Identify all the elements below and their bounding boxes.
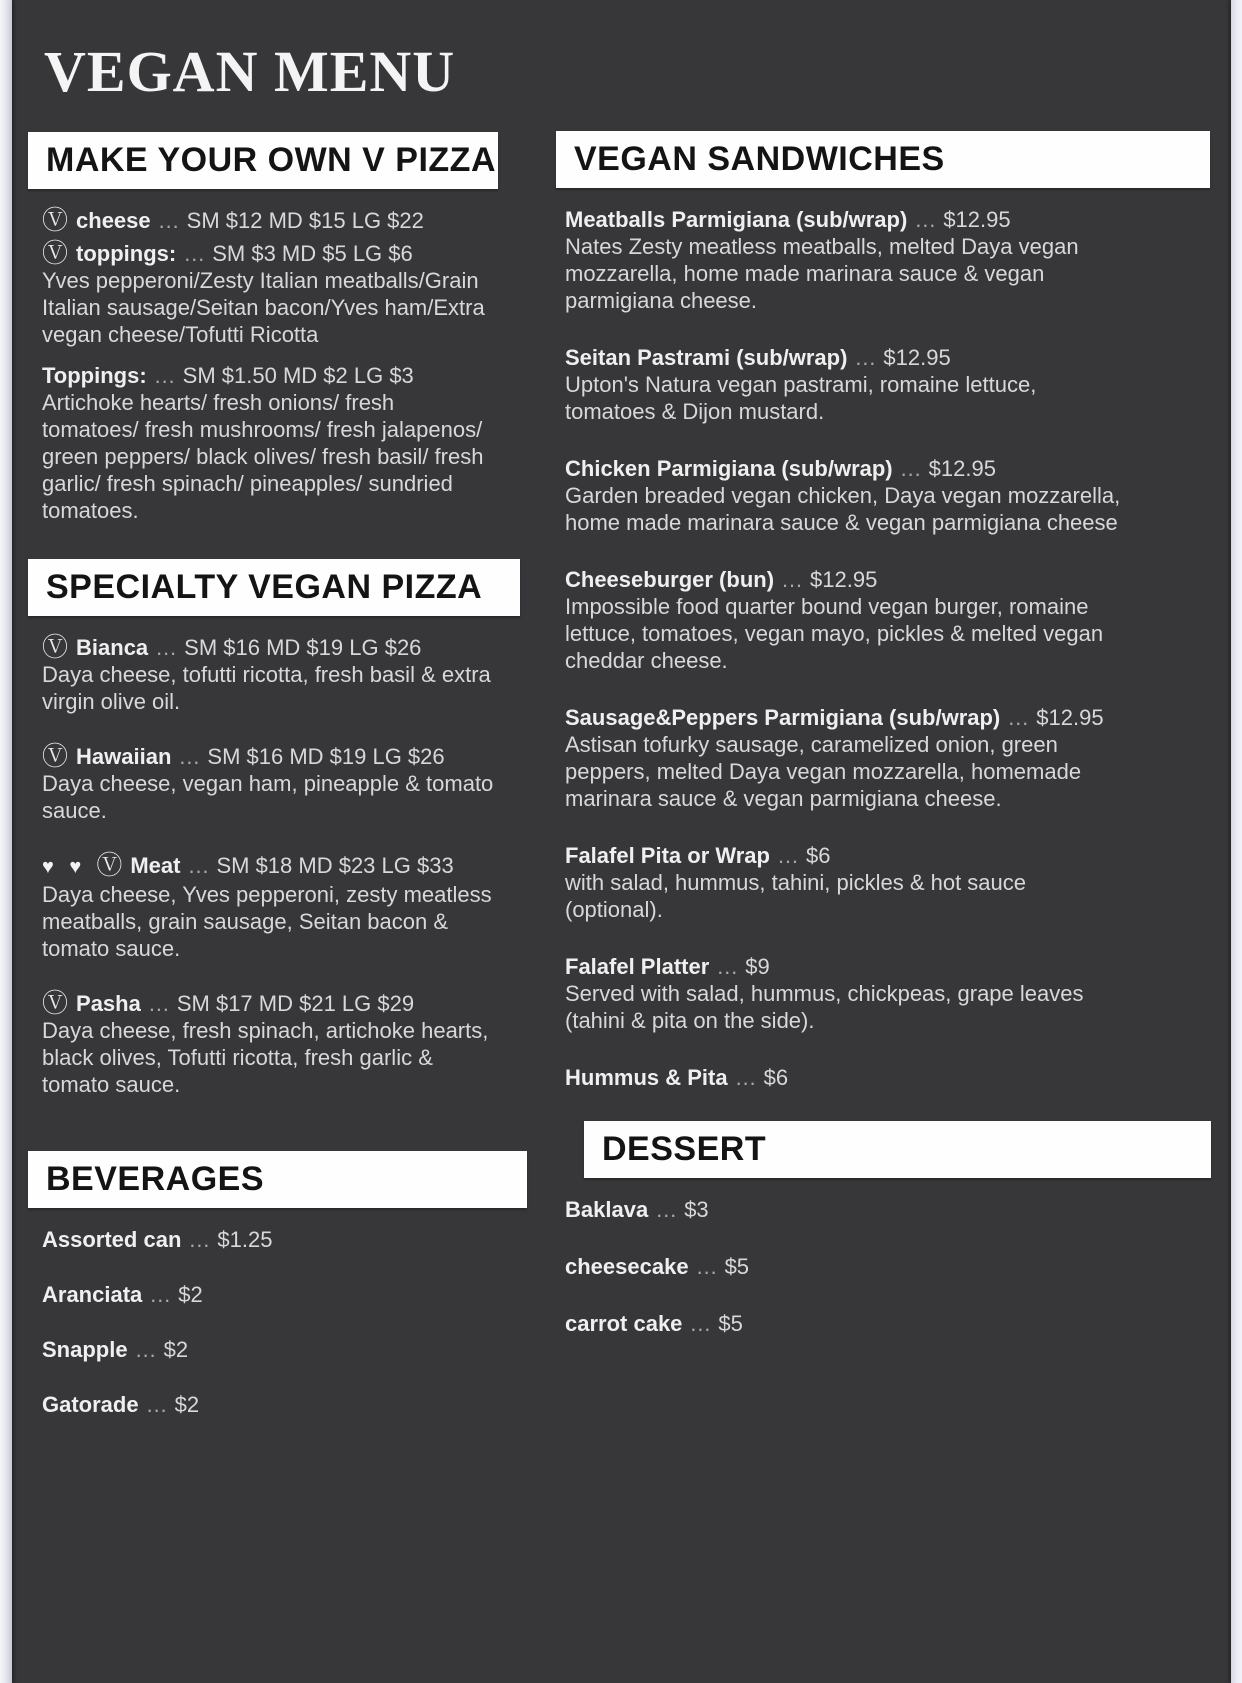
ellipsis-separator: … xyxy=(716,954,739,979)
menu-item-name: Falafel Pita or Wrap xyxy=(565,843,770,868)
ellipsis-separator: … xyxy=(781,567,804,592)
section-items xyxy=(28,189,494,524)
menu-item-name: Meatballs Parmigiana (sub/wrap) xyxy=(565,207,908,232)
vegan-circle-v-icon: Ⓥ xyxy=(42,238,69,268)
menu-item-name: Aranciata xyxy=(42,1282,143,1307)
menu-item-description: Daya cheese, fresh spinach, artichoke hearts, black olives, Tofutti ricotta, fresh garlic & tomato sauce. xyxy=(42,1018,489,1097)
menu-item-price: $6 xyxy=(763,1065,789,1090)
menu-item xyxy=(565,842,1121,923)
menu-item-description: Daya cheese, Yves pepperoni, zesty meatless meatballs, grain sausage, Seitan bacon & tomato sauce. xyxy=(42,882,492,961)
menu-item-price: SM $1.50 MD $2 LG $3 xyxy=(182,363,414,388)
section-title: DESSERT xyxy=(602,1130,767,1168)
menu-item-description: Upton's Natura vegan pastrami, romaine lettuce, tomatoes & Dijon mustard. xyxy=(565,372,1037,424)
section-title: VEGAN SANDWICHES xyxy=(574,140,945,178)
ellipsis-separator: … xyxy=(734,1065,757,1090)
menu-item-line xyxy=(565,455,1121,482)
menu-item-name: carrot cake xyxy=(565,1311,683,1336)
menu-item-description: Nates Zesty meatless meatballs, melted Daya vegan mozzarella, home made marinara sauce & vegan parmigiana cheese. xyxy=(565,234,1079,313)
ellipsis-separator: … xyxy=(1007,705,1030,730)
menu-item-name: Chicken Parmigiana (sub/wrap) xyxy=(565,456,893,481)
menu-item-price: $5 xyxy=(718,1311,743,1336)
menu-item-line xyxy=(42,990,494,1017)
vegan-circle-v-icon: Ⓥ xyxy=(42,741,69,771)
menu-item-description: Served with salad, hummus, chickpeas, grape leaves (tahini & pita on the side). xyxy=(565,981,1084,1033)
menu-item-line xyxy=(42,362,494,389)
ellipsis-separator: … xyxy=(183,241,206,266)
menu-item-line xyxy=(42,207,494,234)
section-make-your-own-v-pizza xyxy=(28,132,528,524)
menu-item xyxy=(42,1226,494,1253)
menu-item-line xyxy=(42,1391,494,1418)
menu-item-line xyxy=(565,842,1121,869)
menu-item-description: Artichoke hearts/ fresh onions/ fresh tomatoes/ fresh mushrooms/ fresh jalapenos/ green peppers/ black olives/ fresh basil/ fresh garlic/ fresh spinach/ pineapples/ sundried tomatoes. xyxy=(42,390,484,523)
menu-item-name: Toppings: xyxy=(42,363,147,388)
menu-item xyxy=(42,743,494,824)
menu-column-right xyxy=(556,131,1212,1367)
section-title: SPECIALTY VEGAN PIZZA xyxy=(46,568,483,606)
menu-item-name: Hawaiian xyxy=(76,744,172,769)
ellipsis-separator: … xyxy=(188,1227,211,1252)
menu-item xyxy=(565,704,1121,812)
menu-item-line xyxy=(565,344,1121,371)
menu-item xyxy=(42,990,494,1098)
ellipsis-separator: … xyxy=(145,1392,168,1417)
section-header-bar xyxy=(556,131,1210,188)
menu-item-price: SM $18 MD $23 LG $33 xyxy=(216,853,454,878)
menu-item xyxy=(565,1310,1121,1337)
menu-item xyxy=(42,1336,494,1363)
menu-item-price: SM $12 MD $15 LG $22 xyxy=(186,208,424,233)
menu-item-line xyxy=(42,1281,494,1308)
menu-item-name: cheese xyxy=(76,208,151,233)
ellipsis-separator: … xyxy=(899,456,922,481)
menu-item xyxy=(565,455,1121,536)
menu-item-name: Baklava xyxy=(565,1197,649,1222)
menu-item-price: $2 xyxy=(163,1337,189,1362)
ellipsis-separator: … xyxy=(147,991,170,1016)
menu-item-line xyxy=(42,1336,494,1363)
menu-title: VEGAN MENU xyxy=(44,39,456,104)
ellipsis-separator: … xyxy=(689,1311,712,1336)
menu-item-name: Bianca xyxy=(76,635,149,660)
menu-item-name: Pasha xyxy=(76,991,141,1016)
section-title: MAKE YOUR OWN V PIZZA xyxy=(46,141,496,179)
menu-item-description: with salad, hummus, tahini, pickles & hot sauce (optional). xyxy=(565,870,1027,922)
menu-item-line xyxy=(565,1310,1121,1337)
menu-item-line xyxy=(565,206,1121,233)
ellipsis-separator: … xyxy=(776,843,799,868)
menu-item-line xyxy=(42,240,494,267)
menu-item-price: $9 xyxy=(745,954,770,979)
menu-item-price: SM $17 MD $21 LG $29 xyxy=(176,991,415,1016)
menu-item-name: Snapple xyxy=(42,1337,128,1362)
menu-item-name: Gatorade xyxy=(42,1392,139,1417)
menu-item xyxy=(565,1253,1121,1280)
menu-item xyxy=(565,206,1121,314)
menu-item-price: $1.25 xyxy=(217,1227,273,1252)
ellipsis-separator: … xyxy=(155,635,178,660)
menu-column-left xyxy=(28,132,528,1446)
menu-item xyxy=(42,852,494,962)
vegan-circle-v-icon: Ⓥ xyxy=(96,850,123,880)
ellipsis-separator: … xyxy=(157,208,180,233)
ellipsis-separator: … xyxy=(153,363,176,388)
menu-item-price: $12.95 xyxy=(883,345,951,370)
menu-item-line xyxy=(42,634,494,661)
menu-item-price: SM $16 MD $19 LG $26 xyxy=(184,635,422,660)
menu-item-line xyxy=(42,743,494,770)
menu-item-price: $3 xyxy=(684,1197,709,1222)
page-left-edge xyxy=(0,0,12,1683)
menu-item xyxy=(565,1064,1121,1091)
menu-item-description: Astisan tofurky sausage, caramelized onion, green peppers, melted Daya vegan mozzarella, homemade marinara sauce & vegan parmigiana cheese. xyxy=(565,732,1082,811)
section-header-bar xyxy=(584,1121,1211,1178)
ellipsis-separator: … xyxy=(914,207,937,232)
menu-item xyxy=(42,362,494,524)
vegan-circle-v-icon: Ⓥ xyxy=(42,632,69,662)
menu-item-price: SM $16 MD $19 LG $26 xyxy=(207,744,445,769)
section-dessert xyxy=(556,1121,1212,1337)
menu-item-description: Impossible food quarter bound vegan burger, romaine lettuce, tomatoes, vegan mayo, pickles & melted vegan cheddar cheese. xyxy=(565,594,1104,673)
menu-item-line xyxy=(565,704,1121,731)
menu-item-name: Seitan Pastrami (sub/wrap) xyxy=(565,345,848,370)
section-title: BEVERAGES xyxy=(46,1160,264,1198)
menu-item xyxy=(42,207,494,234)
vegan-circle-v-icon: Ⓥ xyxy=(42,988,69,1018)
menu-item-price: SM $3 MD $5 LG $6 xyxy=(212,241,413,266)
menu-item-line xyxy=(565,1196,1121,1223)
ellipsis-separator: … xyxy=(149,1282,172,1307)
menu-item xyxy=(42,1391,494,1418)
menu-item xyxy=(565,953,1121,1034)
menu-item-line xyxy=(42,852,494,881)
menu-item-line xyxy=(565,1064,1121,1091)
menu-item-description: Yves pepperoni/Zesty Italian meatballs/Grain Italian sausage/Seitan bacon/Yves ham/Extra vegan cheese/Tofutti Ricotta xyxy=(42,268,485,347)
menu-item-description: Daya cheese, tofutti ricotta, fresh basil & extra virgin olive oil. xyxy=(42,662,491,714)
ellipsis-separator: … xyxy=(655,1197,678,1222)
menu-item-line xyxy=(42,1226,494,1253)
menu-item-name: Meat xyxy=(130,853,181,878)
section-items xyxy=(28,616,494,1098)
menu-item xyxy=(42,634,494,715)
menu-item-price: $6 xyxy=(805,843,831,868)
ellipsis-separator: … xyxy=(854,345,877,370)
section-items xyxy=(28,1208,494,1418)
menu-item-price: $12.95 xyxy=(943,207,1011,232)
menu-item-name: Sausage&Peppers Parmigiana (sub/wrap) xyxy=(565,705,1001,730)
page-right-edge xyxy=(1231,0,1242,1683)
section-header-bar xyxy=(28,132,498,189)
section-vegan-sandwiches xyxy=(556,131,1212,1091)
menu-item-name: Assorted can xyxy=(42,1227,182,1252)
menu-item-line xyxy=(565,953,1121,980)
menu-item-name: cheesecake xyxy=(565,1254,689,1279)
menu-item-description: Daya cheese, vegan ham, pineapple & tomato sauce. xyxy=(42,771,494,823)
menu-item-line xyxy=(565,566,1121,593)
menu-item-description: Garden breaded vegan chicken, Daya vegan mozzarella, home made marinara sauce & vegan parmigiana cheese xyxy=(565,483,1121,535)
menu-item xyxy=(42,1281,494,1308)
ellipsis-separator: … xyxy=(134,1337,157,1362)
menu-item-price: $12.95 xyxy=(928,456,996,481)
menu-item-price: $12.95 xyxy=(1036,705,1104,730)
menu-item-price: $12.95 xyxy=(810,567,878,592)
menu-item-price: $2 xyxy=(178,1282,203,1307)
section-header-bar xyxy=(28,559,520,616)
section-items xyxy=(556,188,1121,1091)
menu-item xyxy=(42,240,494,348)
menu-item-price: $2 xyxy=(174,1392,200,1417)
menu-item-name: Cheeseburger (bun) xyxy=(565,567,775,592)
menu-item-name: Falafel Platter xyxy=(565,954,710,979)
menu-item-price: $5 xyxy=(724,1254,750,1279)
menu-item xyxy=(565,1196,1121,1223)
menu-item xyxy=(565,566,1121,674)
hearts-icon: ♥ ♥ xyxy=(42,856,87,878)
ellipsis-separator: … xyxy=(695,1254,718,1279)
menu-item xyxy=(565,344,1121,425)
menu-item-name: Hummus & Pita xyxy=(565,1065,728,1090)
vegan-circle-v-icon: Ⓥ xyxy=(42,205,69,235)
section-items xyxy=(556,1178,1121,1337)
section-specialty-vegan-pizza xyxy=(28,559,528,1098)
menu-item-name: toppings: xyxy=(76,241,177,266)
section-beverages xyxy=(28,1151,528,1418)
section-header-bar xyxy=(28,1151,527,1208)
menu-item-line xyxy=(565,1253,1121,1280)
ellipsis-separator: … xyxy=(178,744,201,769)
ellipsis-separator: … xyxy=(187,853,210,878)
